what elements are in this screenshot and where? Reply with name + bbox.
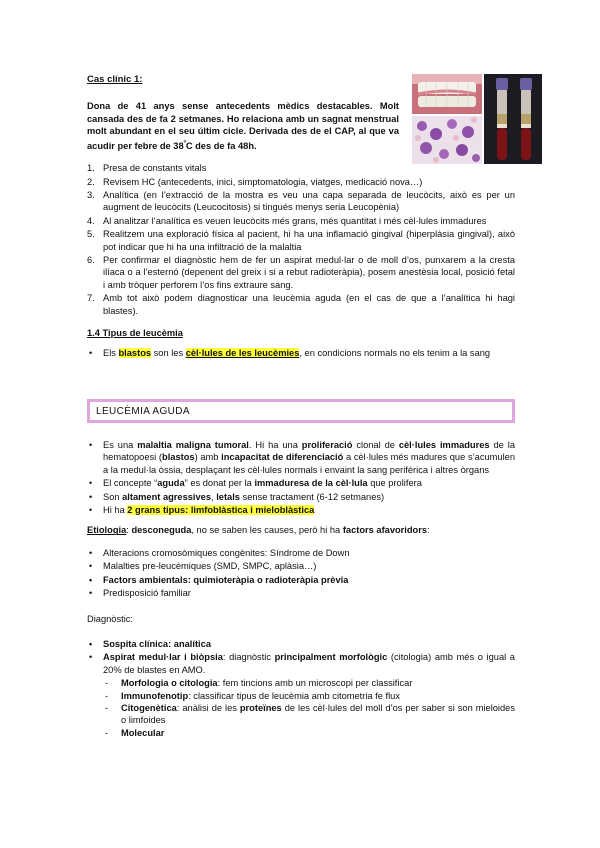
list-item: • Son altament agressives, letals sense tractament (6-12 setmanes) bbox=[89, 491, 385, 502]
list-item: 5. Realitzem una exploració física al pacient, hi ha una inflamació gingival (hiperplàsia gingival), això pot indicar que hi ha una infiltració de la malaltia bbox=[87, 229, 515, 252]
bullet-icon: • bbox=[89, 588, 93, 599]
aguda-content bbox=[87, 439, 515, 739]
etiologia-list bbox=[87, 547, 515, 600]
box-title: LEUCÈMIA AGUDA bbox=[96, 406, 190, 417]
list-item: 1. Presa de constants vitals bbox=[87, 163, 207, 174]
bullet-icon: • bbox=[89, 505, 93, 516]
diagnostic-sublist bbox=[103, 677, 515, 739]
list-item: 3. Analítica (en l’extracció de la mostra es veu una capa separada de leucòcits, això es per un augment de leucòcits (Leucocitosis) si tingués menys seria Leucopènia) bbox=[87, 189, 515, 213]
diagnostic-label: Diagnòstic: bbox=[87, 614, 133, 625]
bullet-icon: • bbox=[89, 491, 93, 502]
list-item: • Es una malaltia maligna tumoral. Hi ha una proliferació clonal de cèl·lules immadures de la hematopoesi (blastos) amb incapacitat de diferenciació a cèl·lules més madures que s’acumulen a la medul·la òssia, desplaçant les cèl·lules normals i envaint la sang perifèrica i altres òrgans bbox=[89, 440, 515, 475]
list-item: - Morfologia o citologia: fem tincions amb un microscopi per classificar bbox=[105, 678, 413, 689]
list-item: 7. Amb tot això podem diagnosticar una leucèmia aguda (en el cas de que a l’analítica hi hagi blastes). bbox=[87, 293, 515, 316]
bullet-icon: • bbox=[89, 561, 93, 572]
list-item: • Malalties pre-leucèmiques (SMD, SMPC, aplàsia…) bbox=[89, 561, 317, 572]
leucemia-aguda-header-box bbox=[87, 399, 515, 423]
main-content bbox=[87, 74, 515, 361]
list-item: 2. Revisem HC (antecedents, inici, simptomatologia, viatges, medicació nova…) bbox=[87, 176, 423, 187]
dash-icon: - bbox=[105, 702, 109, 713]
list-item: 4. Al analitzar l’analítica es veuen leucòcits més grans, més quantitat i més cèl·lules immadures bbox=[87, 215, 487, 226]
list-item: • Alteracions cromosòmiques congènites: Síndrome de Down bbox=[89, 547, 350, 558]
list-item: • Hi ha 2 grans tipus: limfoblàstica i mieloblàstica bbox=[89, 505, 315, 516]
bullet-icon: • bbox=[89, 547, 93, 558]
bullet-icon: • bbox=[89, 478, 93, 489]
list-item: - Molecular bbox=[105, 727, 165, 738]
list-item: - Immunofenotip: classificar tipus de leucèmia amb citometria fe flux bbox=[105, 690, 400, 701]
list-item: 6. Per confirmar el diagnòstic hem de fer un aspirat medul·lar o de moll d’os, punxarem a la cresta ilíaca o a l’esternó (depenent del greix i si a rebut radioteràpia), posem anestèsia local, posició fetal i amb tròquer perforem l’os fins extraure sang. bbox=[87, 254, 515, 290]
list-item: • Aspirat medul·lar i biòpsia: diagnòstic principalment morfològic (citologia) amb més o igual a 20% de blastes en AMO. bbox=[89, 652, 515, 675]
list-item: - Citogenètica: anàlisi de les proteïnes de les cèl·lules del moll d’os per saber si son mieloides o limfoides bbox=[105, 702, 515, 726]
tipus-list bbox=[87, 347, 515, 359]
dash-icon: - bbox=[105, 678, 109, 689]
bullet-icon: • bbox=[89, 652, 93, 663]
etiologia-paragraph: Etiologia: desconeguda, no se saben les causes, però hi ha factors afavoridors: bbox=[87, 525, 430, 536]
diagnostic-list bbox=[87, 638, 515, 676]
list-item: • Sospita clínica: analítica bbox=[89, 638, 211, 649]
dash-icon: - bbox=[105, 727, 109, 738]
bullet-icon: • bbox=[89, 348, 93, 359]
section-heading-tipus: 1.4 Tipus de leucèmia bbox=[87, 328, 183, 338]
list-item: • Els blastos son les cèl·lules de les leucèmies, en condicions normals no els tenim a la sang bbox=[89, 348, 491, 359]
bullet-icon: • bbox=[89, 638, 93, 649]
bullet-icon: • bbox=[89, 574, 93, 585]
list-item: • Factors ambientals: quimioteràpia o radioteràpia prèvia bbox=[89, 574, 349, 585]
dash-icon: - bbox=[105, 690, 109, 701]
list-item: • El concepte “aguda” es donat per la immaduresa de la cèl·lula que prolifera bbox=[89, 478, 422, 489]
bullet-icon: • bbox=[89, 440, 93, 450]
case-intro: Dona de 41 anys sense antecedents mèdics destacables. Molt cansada des de fa 2 setmanes. Ho relaciona amb un sagnat menstrual molt abundant en el seu últim cicle. Derivada des de el CAP, al que va acudir per febre de $38^ºC$ des de fa 48h. bbox=[87, 101, 399, 151]
list-item: • Predisposició familiar bbox=[89, 588, 191, 599]
case-steps-list bbox=[87, 162, 515, 317]
aguda-list bbox=[87, 439, 515, 516]
case-title: Cas clínic 1: bbox=[87, 74, 143, 85]
